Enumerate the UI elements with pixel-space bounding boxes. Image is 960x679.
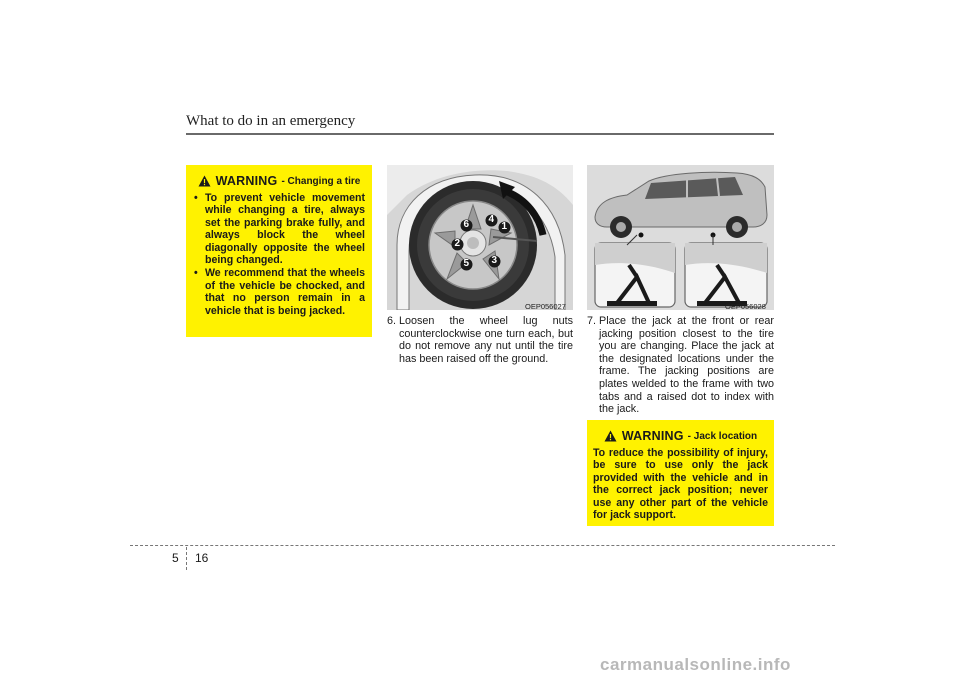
step-text: Place the jack at the front or rear jacking position closest to the tire you are changing. Place the jack at the designated locations under the frame. The jacking positions are plates welded to the frame with two tabs and a raised dot to index with the jack.	[599, 315, 774, 416]
page-header-title: What to do in an emergency	[186, 113, 356, 129]
figure-code: OEP056027	[525, 302, 566, 311]
lug-nut-marker-3	[488, 255, 501, 273]
warning-text: To reduce the possibility of injury, be sure to use only the jack provided with the vehicle and in the correct jack position; never use any other part of the vehicle for jack support.	[593, 447, 768, 522]
warning-triangle-icon	[198, 175, 211, 187]
step-7	[587, 315, 774, 416]
warning-header	[193, 174, 365, 188]
step-number: 6.	[387, 315, 397, 327]
lug-nut-label: 1	[501, 221, 508, 232]
lug-nut-marker-1	[498, 221, 511, 239]
jack-position-figure	[587, 165, 774, 310]
warning-subtitle: - Changing a tire	[281, 175, 361, 187]
watermark: carmanualsonline.info	[600, 655, 791, 674]
lug-nut-marker-5	[460, 258, 473, 276]
lug-nut-label: 4	[488, 214, 495, 225]
warning-box-jack-location	[587, 420, 774, 526]
warning-box-changing-tire	[186, 165, 372, 337]
lug-nut-marker-4	[485, 214, 498, 232]
warning-item: • To prevent vehicle movement while changing a tire, always set the parking brake fully, and always block the wheel diagonally opposite the wheel being changed.	[193, 192, 365, 266]
warning-item: • We recommend that the wheels of the vehicle be chocked, and that no person remain in a vehicle that is being jacked.	[193, 267, 365, 317]
car-jack-illustration	[587, 165, 774, 310]
lug-nut-label: 5	[463, 258, 470, 269]
warning-title: WARNING	[215, 174, 278, 188]
lug-nut-marker-6	[460, 219, 473, 237]
warning-list	[193, 192, 365, 317]
header-rule	[186, 133, 774, 135]
warning-header	[593, 429, 768, 443]
footer-rule	[130, 545, 835, 546]
step-6	[387, 315, 573, 365]
lug-nut-marker-2	[451, 238, 464, 256]
footer-divider	[186, 547, 187, 570]
warning-subtitle: - Jack location	[687, 430, 758, 442]
step-text: Loosen the wheel lug nuts counterclockwise one turn each, but do not remove any nut until the tire has been raised off the ground.	[399, 315, 573, 365]
warning-title: WARNING	[621, 429, 684, 443]
lug-nut-label: 2	[454, 238, 461, 249]
step-number: 7.	[587, 315, 597, 327]
wheel-illustration	[387, 165, 573, 310]
section-number: 5	[172, 551, 179, 565]
lug-nut-label: 3	[491, 255, 498, 266]
wheel-lug-nut-figure	[387, 165, 573, 310]
page-number: 16	[195, 551, 209, 565]
warning-triangle-icon	[604, 430, 617, 442]
lug-nut-label: 6	[463, 219, 470, 230]
figure-code: OEP056028	[725, 302, 766, 311]
